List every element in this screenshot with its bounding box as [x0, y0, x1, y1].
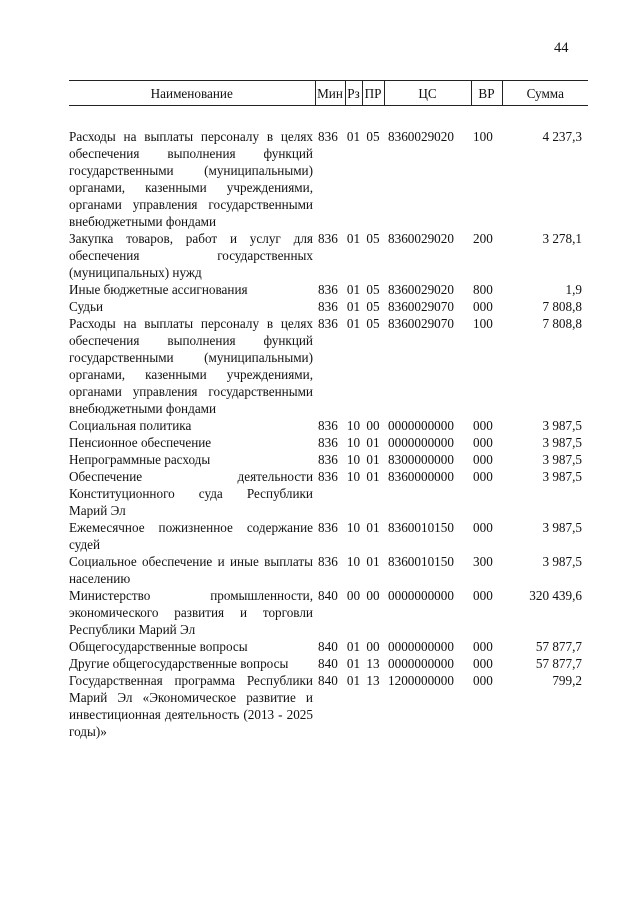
cell-name: Ежемесячное пожизненное содержание судей	[69, 520, 313, 552]
cell-rz: 01	[346, 673, 361, 688]
cell-pr: 00	[366, 418, 380, 433]
cell-rz: 10	[346, 435, 361, 450]
cell-min: 836	[318, 469, 338, 484]
cell-rz: 01	[346, 639, 361, 654]
cell-min: 836	[318, 435, 338, 450]
column-header-name: Наименование	[69, 81, 315, 106]
table-row	[69, 451, 588, 468]
table-row	[69, 298, 588, 315]
header-spacer	[69, 106, 588, 129]
cell-rz: 01	[346, 282, 361, 297]
cell-pr: 05	[366, 316, 380, 331]
cell-pr: 05	[366, 299, 380, 314]
cell-pr: 05	[366, 282, 380, 297]
cell-name: Расходы на выплаты персоналу в целях обеспечения выполнения функций государственными (муниципальными) органами, казенными учреждениями, органами управления государственными внебюджетными фондами	[69, 129, 313, 229]
cell-vr: 000	[473, 469, 493, 484]
cell-vr: 000	[473, 588, 493, 603]
cell-cs: 0000000000	[388, 588, 454, 603]
cell-cs: 8360029020	[388, 231, 454, 246]
table-row	[69, 417, 588, 434]
cell-sum: 57 877,7	[535, 639, 582, 654]
cell-vr: 000	[473, 452, 493, 467]
cell-rz: 10	[346, 469, 361, 484]
cell-sum: 799,2	[552, 673, 582, 688]
cell-name: Судьи	[69, 299, 104, 314]
cell-vr: 000	[473, 673, 493, 688]
cell-vr: 100	[473, 129, 493, 144]
cell-cs: 8360029070	[388, 316, 454, 331]
column-header-rz: Рз	[345, 81, 362, 106]
cell-name: Закупка товаров, работ и услуг для обеспечения государственных (муниципальных) нужд	[69, 231, 313, 280]
cell-min: 836	[318, 418, 338, 433]
column-header-sum: Сумма	[502, 81, 588, 106]
column-header-vr: ВР	[471, 81, 502, 106]
cell-sum: 7 808,8	[542, 299, 582, 314]
column-header-cs: ЦС	[384, 81, 471, 106]
cell-rz: 01	[346, 316, 361, 331]
cell-sum: 320 439,6	[529, 588, 582, 603]
cell-min: 836	[318, 231, 338, 246]
column-header-pr: ПР	[362, 81, 384, 106]
table-row	[69, 315, 588, 417]
cell-min: 836	[318, 316, 338, 331]
cell-rz: 01	[346, 231, 361, 246]
cell-vr: 100	[473, 316, 493, 331]
cell-rz: 01	[346, 656, 361, 671]
cell-min: 836	[318, 282, 338, 297]
cell-pr: 00	[366, 588, 380, 603]
cell-name: Социальное обеспечение и иные выплаты населению	[69, 554, 313, 586]
cell-vr: 000	[473, 520, 493, 535]
cell-sum: 3 987,5	[542, 452, 582, 467]
cell-min: 836	[318, 299, 338, 314]
cell-sum: 7 808,8	[542, 316, 582, 331]
cell-vr: 800	[473, 282, 493, 297]
table-row	[69, 468, 588, 519]
table-row	[69, 230, 588, 281]
cell-pr: 13	[366, 673, 380, 688]
cell-rz: 10	[346, 520, 361, 535]
cell-pr: 01	[366, 435, 380, 450]
cell-vr: 300	[473, 554, 493, 569]
cell-rz: 10	[346, 418, 361, 433]
cell-pr: 00	[366, 639, 380, 654]
cell-vr: 000	[473, 656, 493, 671]
cell-min: 840	[318, 673, 338, 688]
cell-cs: 0000000000	[388, 639, 454, 654]
cell-pr: 01	[366, 469, 380, 484]
cell-rz: 10	[346, 554, 361, 569]
cell-pr: 01	[366, 554, 380, 569]
budget-table	[69, 80, 588, 740]
cell-name: Пенсионное обеспечение	[69, 435, 212, 450]
cell-pr: 01	[366, 520, 380, 535]
cell-cs: 8360029070	[388, 299, 454, 314]
table-row	[69, 638, 588, 655]
cell-cs: 8360029020	[388, 129, 454, 144]
cell-cs: 0000000000	[388, 418, 454, 433]
table-header	[69, 81, 588, 106]
cell-vr: 000	[473, 299, 493, 314]
cell-min: 836	[318, 129, 338, 144]
cell-rz: 00	[346, 588, 361, 603]
cell-vr: 000	[473, 418, 493, 433]
table-row	[69, 672, 588, 740]
cell-sum: 57 877,7	[535, 656, 582, 671]
cell-sum: 3 987,5	[542, 418, 582, 433]
cell-sum: 3 278,1	[542, 231, 582, 246]
cell-rz: 01	[346, 299, 361, 314]
page-number: 44	[554, 40, 569, 56]
cell-cs: 0000000000	[388, 656, 454, 671]
cell-name: Государственная программа Республики Марий Эл «Экономическое развитие и инвестиционная деятельность (2013 - 2025 годы)»	[69, 673, 313, 739]
column-header-min: Мин	[315, 81, 345, 106]
cell-name: Обеспечение деятельности Конституционного суда Республики Марий Эл	[69, 469, 313, 518]
cell-name: Министерство промышленности, экономического развития и торговли Республики Марий Эл	[69, 588, 313, 637]
cell-sum: 4 237,3	[542, 129, 582, 144]
cell-cs: 8360029020	[388, 282, 454, 297]
table-body	[69, 106, 588, 741]
cell-sum: 3 987,5	[542, 469, 582, 484]
cell-vr: 000	[473, 639, 493, 654]
cell-min: 836	[318, 554, 338, 569]
cell-pr: 05	[366, 129, 380, 144]
cell-min: 840	[318, 639, 338, 654]
cell-min: 840	[318, 588, 338, 603]
table-row	[69, 553, 588, 587]
table-row	[69, 434, 588, 451]
cell-sum: 3 987,5	[542, 520, 582, 535]
cell-cs: 8360000000	[388, 469, 454, 484]
cell-name: Иные бюджетные ассигнования	[69, 282, 248, 297]
cell-vr: 000	[473, 435, 493, 450]
cell-name: Другие общегосударственные вопросы	[69, 656, 289, 671]
cell-min: 840	[318, 656, 338, 671]
cell-name: Непрограммные расходы	[69, 452, 211, 467]
table-row	[69, 281, 588, 298]
cell-name: Расходы на выплаты персоналу в целях обеспечения выполнения функций государственными (муниципальными) органами, казенными учреждениями, органами управления государственными внебюджетными фондами	[69, 316, 313, 416]
cell-cs: 8360010150	[388, 554, 454, 569]
cell-name: Общегосударственные вопросы	[69, 639, 248, 654]
table-row	[69, 128, 588, 230]
table-row	[69, 519, 588, 553]
cell-min: 836	[318, 520, 338, 535]
cell-cs: 8300000000	[388, 452, 454, 467]
cell-sum: 3 987,5	[542, 554, 582, 569]
cell-name: Социальная политика	[69, 418, 192, 433]
cell-cs: 0000000000	[388, 435, 454, 450]
table-row	[69, 655, 588, 672]
cell-cs: 8360010150	[388, 520, 454, 535]
cell-pr: 13	[366, 656, 380, 671]
cell-sum: 3 987,5	[542, 435, 582, 450]
cell-min: 836	[318, 452, 338, 467]
cell-pr: 01	[366, 452, 380, 467]
cell-rz: 01	[346, 129, 361, 144]
cell-vr: 200	[473, 231, 493, 246]
cell-rz: 10	[346, 452, 361, 467]
cell-sum: 1,9	[565, 282, 582, 297]
cell-cs: 1200000000	[388, 673, 454, 688]
cell-pr: 05	[366, 231, 380, 246]
table-row	[69, 587, 588, 638]
